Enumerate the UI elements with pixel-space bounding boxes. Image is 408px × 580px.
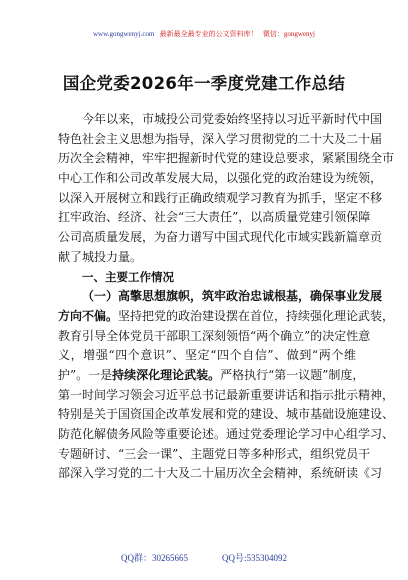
subsection-heading: （一）高擎思想旗帜，筑牢政治忠诚根基，确保事业发展 xyxy=(82,289,383,304)
body-line: 专题研讨、“三会一课”、主题党日等多种形式，组织党员干 xyxy=(58,446,371,461)
body-line xyxy=(58,366,365,386)
intro-line: 特色社会主义思想为指导，深入学习贯彻党的二十大及二十届 xyxy=(58,131,383,146)
subsection-heading-cont: 方向不偏。 xyxy=(58,308,119,323)
header-slogan: 最新最全最专业的公文资料库！ xyxy=(159,30,258,38)
intro-line: 献了城投力量。 xyxy=(58,249,143,264)
body-text: 坚持把党的政治建设摆在首位，持续强化理论武装， xyxy=(118,308,395,323)
intro-line: 扛牢政治、经济、社会“三大责任”，以高质量党建引领保障 xyxy=(58,210,371,225)
document-body xyxy=(58,110,395,484)
body-line: 特别是关于国资国企改革发展和党的建设、城市基础设施建设、 xyxy=(58,407,395,422)
intro-line: 以深入开展树立和践行正确政绩观学习教育为抓手，坚定不移 xyxy=(58,190,383,205)
body-text: 严格执行“第一议题”制度， xyxy=(220,367,365,382)
body-text: 护”。一是 xyxy=(58,367,113,382)
body-line: 义，增强“四个意识”、坚定“四个自信”、做到“两个维 xyxy=(58,348,356,363)
page-footer xyxy=(0,551,408,564)
section-heading: 一、主要工作情况 xyxy=(82,269,174,284)
emphasis-text: 持续深化理论武装。 xyxy=(112,367,221,382)
body-line: 教育引导全体党员干部职工深刻领悟“两个确立”的决定性意 xyxy=(58,328,371,343)
intro-line: 公司高质量发展，为奋力谱写中国式现代化市域实践新篇章贡 xyxy=(58,230,383,245)
intro-line: 历次全会精神，牢牢把握新时代党的建设总要求，紧紧围绕全市 xyxy=(58,151,395,166)
page-header xyxy=(0,29,408,39)
body-line: 部深入学习党的二十大及二十届历次全会精神，系统研读《习 xyxy=(58,466,383,481)
qq-group: QQ群：30265665 xyxy=(121,553,188,563)
intro-line: 中心工作和公司改革发展大局，以强化党的政治建设为统领， xyxy=(58,171,383,186)
body-line: 防范化解债务风险等重要论述。通过党委理论学习中心组学习、 xyxy=(58,427,395,441)
qq-number: QQ号:535304092 xyxy=(222,553,287,563)
document-title: 国企党委2026年一季度党建工作总结 xyxy=(62,74,346,93)
body-line: 第一时间学习领会习近平总书记最新重要讲话和指示批示精神， xyxy=(58,387,395,402)
header-wechat: 微信：gongwenyj xyxy=(262,30,315,38)
website-link[interactable]: www.gongwenyj.com xyxy=(93,30,155,38)
subsection-heading-line xyxy=(58,287,383,307)
intro-line: 今年以来，市城投公司党委始终坚持以习近平新时代中国 xyxy=(82,112,383,126)
body-line xyxy=(58,307,395,327)
